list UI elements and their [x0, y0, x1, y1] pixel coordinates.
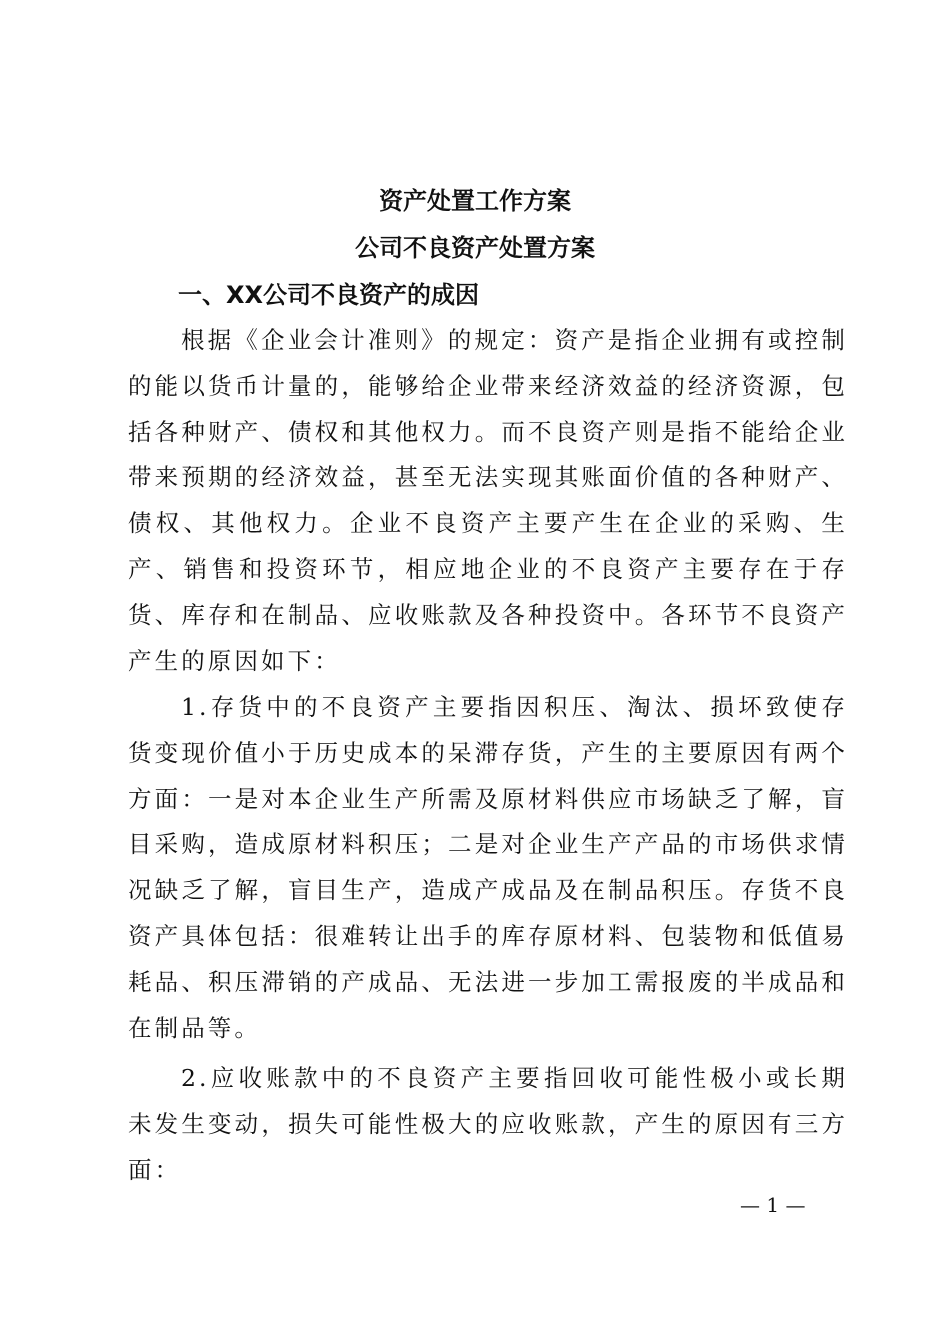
page-number: — 1 —: [740, 1193, 806, 1217]
section-heading: 一、XX公司不良资产的成因: [178, 281, 480, 309]
document-subtitle: 公司不良资产处置方案: [355, 233, 595, 262]
paragraph-3: 2.应收账款中的不良资产主要指回收可能性极小或长期未发生变动，损失可能性极大的应收账款，产生的原因有三方面：: [128, 1064, 848, 1184]
paragraph-1: 根据《企业会计准则》的规定：资产是指企业拥有或控制的能以货币计量的，能够给企业带来经济效益的经济资源，包括各种财产、债权和其他权力。而不良资产则是指不能给企业带来预期的经济效益，甚至无法实现其账面价值的各种财产、债权、其他权力。企业不良资产主要产生在企业的采购、生产、销售和投资环节，相应地企业的不良资产主要存在于存货、库存和在制品、应收账款及各种投资中。各环节不良资产产生的原因如下：: [128, 326, 848, 675]
document-title: 资产处置工作方案: [379, 186, 571, 215]
paragraph-2: 1.存货中的不良资产主要指因积压、淘汰、损坏致使存货变现价值小于历史成本的呆滞存货，产生的主要原因有两个方面：一是对本企业生产所需及原材料供应市场缺乏了解，盲目采购，造成原材料积压；二是对企业生产产品的市场供求情况缺乏了解，盲目生产，造成产成品及在制品积压。存货不良资产具体包括：很难转让出手的库存原材料、包装物和低值易耗品、积压滞销的产成品、无法进一步加工需报废的半成品和在制品等。: [128, 693, 848, 1042]
